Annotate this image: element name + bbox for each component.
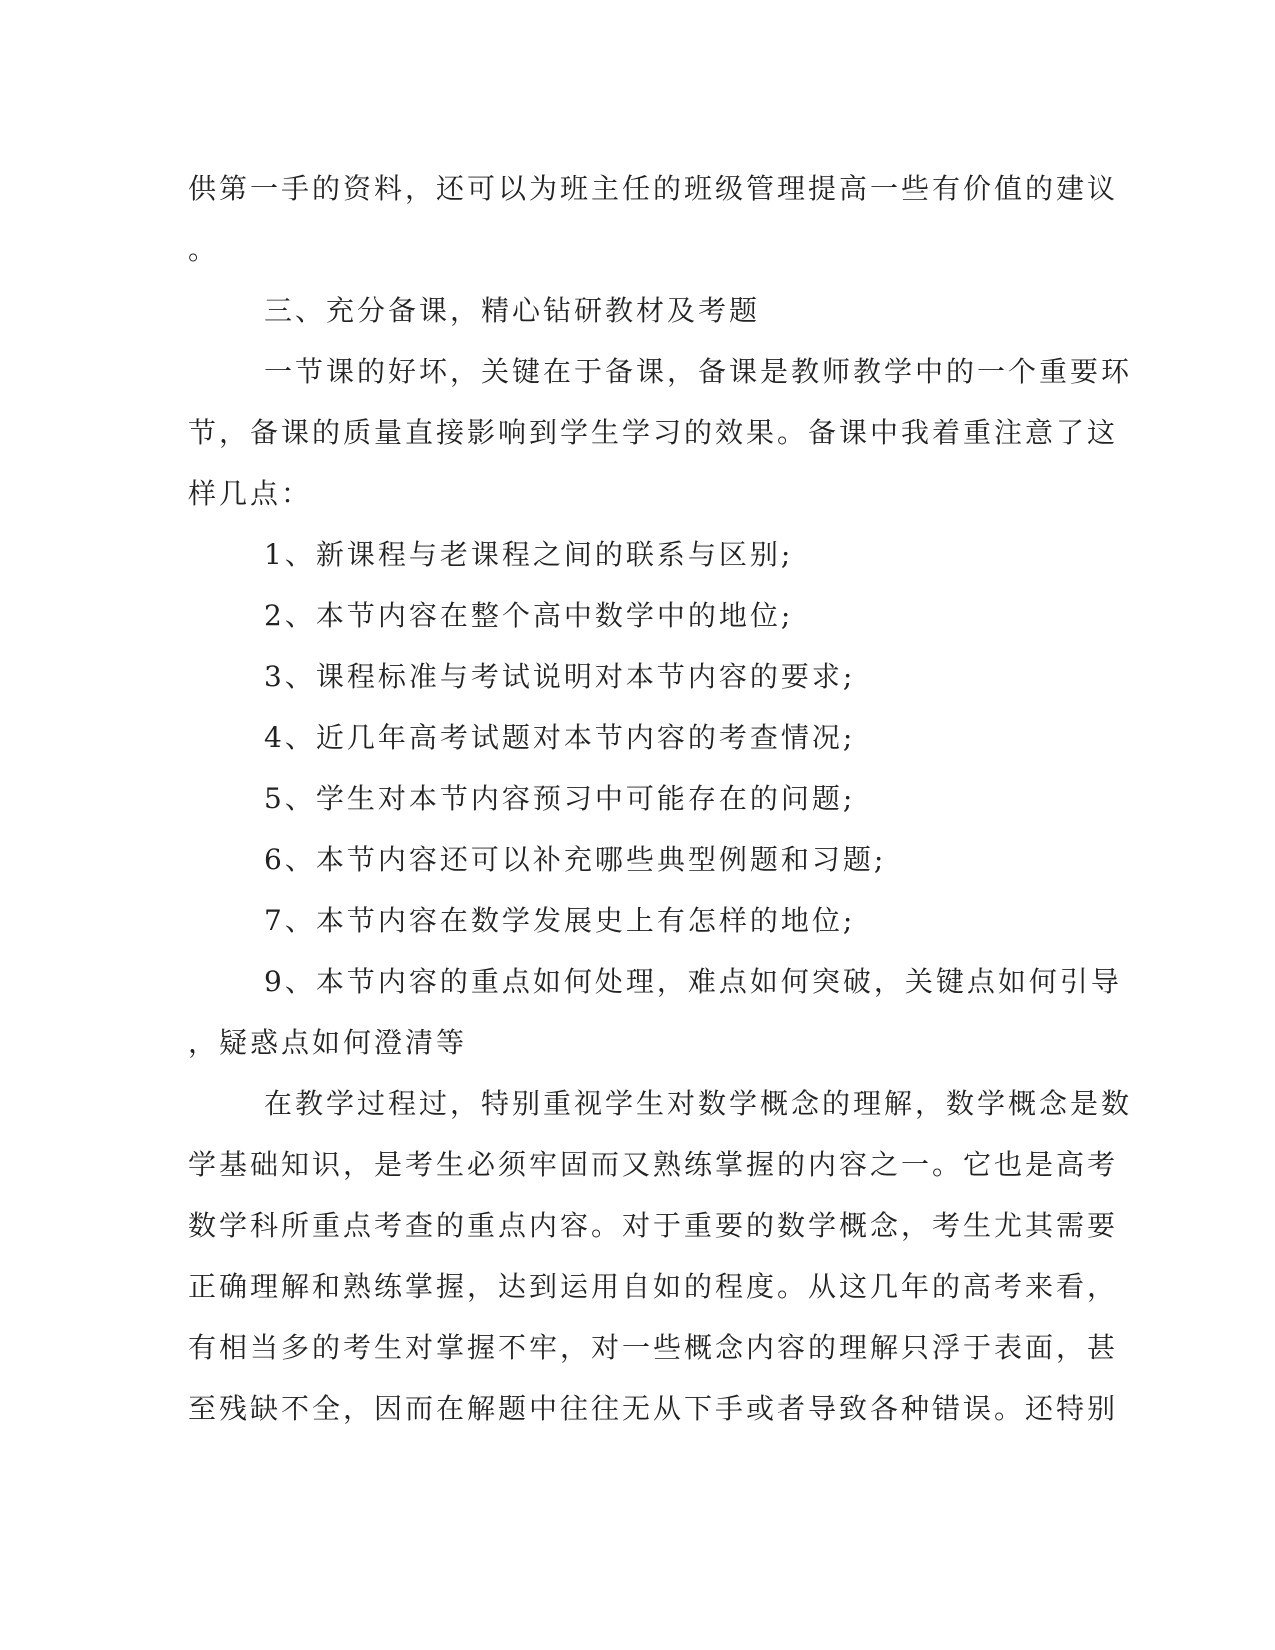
text-line: 有相当多的考生对掌握不牢，对一些概念内容的理解只浮于表面，甚 [188,1331,1119,1364]
text-line: 数学科所重点考查的重点内容。对于重要的数学概念，考生尤其需要 [188,1209,1119,1242]
text-line: 1、新课程与老课程之间的联系与区别; [264,538,794,571]
document-body [188,158,1133,1439]
text-line: 7、本节内容在数学发展史上有怎样的地位; [264,904,856,937]
text-line: 节，备课的质量直接影响到学生学习的效果。备课中我着重注意了这 [188,416,1119,449]
text-line: 2、本节内容在整个高中数学中的地位; [264,599,794,632]
text-line: 在教学过程过，特别重视学生对数学概念的理解，数学概念是数 [264,1087,1133,1120]
text-line: 一节课的好坏，关键在于备课，备课是教师教学中的一个重要环 [264,355,1133,388]
text-line: 5、学生对本节内容预习中可能存在的问题; [264,782,856,815]
text-line: 正确理解和熟练掌握，达到运用自如的程度。从这几年的高考来看， [188,1270,1119,1303]
text-line: 6、本节内容还可以补充哪些典型例题和习题; [264,843,887,876]
text-line: ，疑惑点如何澄清等 [188,1026,468,1059]
text-line: 三、充分备课，精心钻研教材及考题 [264,294,761,327]
text-line: 3、课程标准与考试说明对本节内容的要求; [264,660,856,693]
text-line: 至残缺不全，因而在解题中往往无从下手或者导致各种错误。还特别 [188,1392,1119,1425]
text-line: 供第一手的资料，还可以为班主任的班级管理提高一些有价值的建议 [188,172,1119,205]
text-line: 。 [188,233,220,266]
text-line: 学基础知识，是考生必须牢固而又熟练掌握的内容之一。它也是高考 [188,1148,1119,1181]
text-line: 样几点： [188,477,313,510]
text-line: 9、本节内容的重点如何处理，难点如何突破，关键点如何引导 [264,965,1122,998]
text-line: 4、近几年高考试题对本节内容的考查情况; [264,721,856,754]
